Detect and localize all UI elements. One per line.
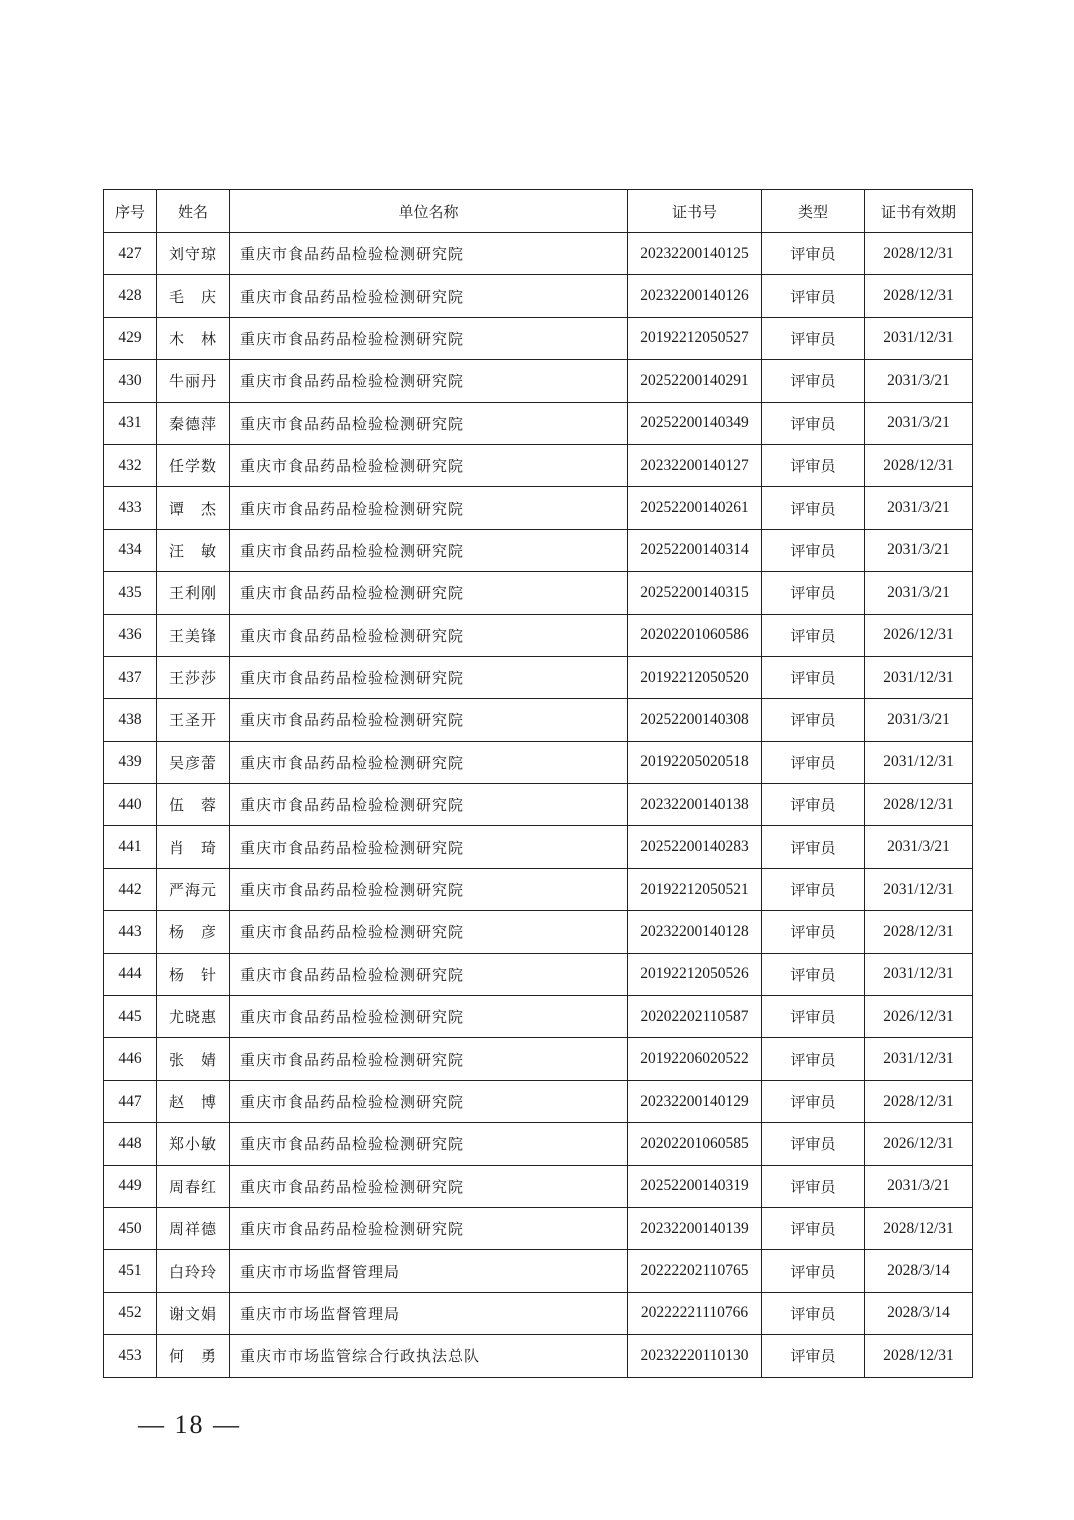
cell-valid: 2026/12/31 xyxy=(865,1123,973,1165)
cell-valid: 2031/12/31 xyxy=(865,317,973,359)
cell-type: 评审员 xyxy=(762,233,865,275)
cell-cert: 20232200140129 xyxy=(628,1080,762,1122)
cell-cert: 20252200140319 xyxy=(628,1165,762,1207)
cell-name: 尤晓惠 xyxy=(157,996,230,1038)
table-row xyxy=(104,996,973,1038)
cell-valid: 2031/12/31 xyxy=(865,1038,973,1080)
cell-unit: 重庆市食品药品检验检测研究院 xyxy=(230,572,628,614)
personnel-table xyxy=(103,189,973,1378)
cell-name: 严海元 xyxy=(157,868,230,910)
cell-unit: 重庆市市场监督管理局 xyxy=(230,1250,628,1292)
cell-unit: 重庆市食品药品检验检测研究院 xyxy=(230,784,628,826)
cell-type: 评审员 xyxy=(762,656,865,698)
cell-unit: 重庆市食品药品检验检测研究院 xyxy=(230,529,628,571)
cell-name: 王圣开 xyxy=(157,699,230,741)
table-row xyxy=(104,360,973,402)
cell-seq: 452 xyxy=(104,1292,157,1334)
cell-seq: 445 xyxy=(104,996,157,1038)
cell-seq: 436 xyxy=(104,614,157,656)
cell-valid: 2028/12/31 xyxy=(865,784,973,826)
cell-name: 谭 杰 xyxy=(157,487,230,529)
table-row xyxy=(104,275,973,317)
cell-cert: 20252200140315 xyxy=(628,572,762,614)
cell-seq: 442 xyxy=(104,868,157,910)
table-row xyxy=(104,953,973,995)
cell-valid: 2031/3/21 xyxy=(865,402,973,444)
cell-name: 何 勇 xyxy=(157,1335,230,1377)
cell-seq: 430 xyxy=(104,360,157,402)
cell-cert: 20202202110587 xyxy=(628,996,762,1038)
cell-seq: 433 xyxy=(104,487,157,529)
table-row xyxy=(104,317,973,359)
table-row xyxy=(104,1250,973,1292)
cell-type: 评审员 xyxy=(762,911,865,953)
cell-name: 任学数 xyxy=(157,444,230,486)
cell-name: 赵 博 xyxy=(157,1080,230,1122)
table-row xyxy=(104,656,973,698)
cell-unit: 重庆市市场监管综合行政执法总队 xyxy=(230,1335,628,1377)
cell-cert: 20232200140128 xyxy=(628,911,762,953)
table-row xyxy=(104,784,973,826)
cell-cert: 20232200140125 xyxy=(628,233,762,275)
cell-name: 伍 蓉 xyxy=(157,784,230,826)
header-type: 类型 xyxy=(762,190,865,233)
cell-cert: 20192212050526 xyxy=(628,953,762,995)
cell-seq: 438 xyxy=(104,699,157,741)
cell-name: 毛 庆 xyxy=(157,275,230,317)
cell-name: 周春红 xyxy=(157,1165,230,1207)
cell-type: 评审员 xyxy=(762,784,865,826)
header-name: 姓名 xyxy=(157,190,230,233)
table-row xyxy=(104,487,973,529)
cell-unit: 重庆市食品药品检验检测研究院 xyxy=(230,826,628,868)
cell-cert: 20192206020522 xyxy=(628,1038,762,1080)
cell-cert: 20192212050520 xyxy=(628,656,762,698)
table-row xyxy=(104,402,973,444)
cell-type: 评审员 xyxy=(762,953,865,995)
cell-unit: 重庆市食品药品检验检测研究院 xyxy=(230,444,628,486)
table-row xyxy=(104,699,973,741)
cell-valid: 2028/12/31 xyxy=(865,1207,973,1249)
cell-cert: 20202201060585 xyxy=(628,1123,762,1165)
cell-cert: 20232200140139 xyxy=(628,1207,762,1249)
cell-type: 评审员 xyxy=(762,996,865,1038)
cell-type: 评审员 xyxy=(762,699,865,741)
cell-unit: 重庆市食品药品检验检测研究院 xyxy=(230,1207,628,1249)
cell-valid: 2028/12/31 xyxy=(865,1335,973,1377)
cell-valid: 2031/3/21 xyxy=(865,1165,973,1207)
cell-valid: 2031/12/31 xyxy=(865,953,973,995)
cell-seq: 435 xyxy=(104,572,157,614)
cell-seq: 447 xyxy=(104,1080,157,1122)
cell-type: 评审员 xyxy=(762,317,865,359)
cell-cert: 20252200140349 xyxy=(628,402,762,444)
cell-cert: 20252200140308 xyxy=(628,699,762,741)
cell-seq: 439 xyxy=(104,741,157,783)
cell-cert: 20232200140127 xyxy=(628,444,762,486)
cell-name: 郑小敏 xyxy=(157,1123,230,1165)
cell-name: 木 林 xyxy=(157,317,230,359)
cell-name: 白玲玲 xyxy=(157,1250,230,1292)
cell-seq: 449 xyxy=(104,1165,157,1207)
cell-unit: 重庆市食品药品检验检测研究院 xyxy=(230,1165,628,1207)
table-row xyxy=(104,826,973,868)
cell-seq: 448 xyxy=(104,1123,157,1165)
cell-valid: 2031/12/31 xyxy=(865,868,973,910)
cell-cert: 20232220110130 xyxy=(628,1335,762,1377)
cell-cert: 20252200140291 xyxy=(628,360,762,402)
table-row xyxy=(104,1335,973,1377)
cell-name: 秦德萍 xyxy=(157,402,230,444)
cell-valid: 2031/12/31 xyxy=(865,741,973,783)
cell-type: 评审员 xyxy=(762,1165,865,1207)
cell-cert: 20192212050521 xyxy=(628,868,762,910)
cell-seq: 427 xyxy=(104,233,157,275)
cell-seq: 440 xyxy=(104,784,157,826)
cell-valid: 2028/12/31 xyxy=(865,275,973,317)
cell-type: 评审员 xyxy=(762,614,865,656)
cell-unit: 重庆市食品药品检验检测研究院 xyxy=(230,275,628,317)
cell-valid: 2028/12/31 xyxy=(865,911,973,953)
personnel-table-container xyxy=(103,189,972,1378)
cell-type: 评审员 xyxy=(762,1207,865,1249)
cell-name: 牛丽丹 xyxy=(157,360,230,402)
cell-unit: 重庆市食品药品检验检测研究院 xyxy=(230,233,628,275)
cell-name: 刘守琼 xyxy=(157,233,230,275)
cell-unit: 重庆市食品药品检验检测研究院 xyxy=(230,614,628,656)
cell-cert: 20232200140126 xyxy=(628,275,762,317)
cell-seq: 450 xyxy=(104,1207,157,1249)
cell-cert: 20252200140283 xyxy=(628,826,762,868)
cell-cert: 20232200140138 xyxy=(628,784,762,826)
cell-unit: 重庆市食品药品检验检测研究院 xyxy=(230,656,628,698)
table-row xyxy=(104,233,973,275)
table-row xyxy=(104,529,973,571)
cell-unit: 重庆市食品药品检验检测研究院 xyxy=(230,317,628,359)
cell-unit: 重庆市食品药品检验检测研究院 xyxy=(230,953,628,995)
table-row xyxy=(104,1292,973,1334)
cell-seq: 451 xyxy=(104,1250,157,1292)
table-row xyxy=(104,1123,973,1165)
cell-valid: 2028/12/31 xyxy=(865,444,973,486)
cell-seq: 446 xyxy=(104,1038,157,1080)
cell-seq: 431 xyxy=(104,402,157,444)
cell-type: 评审员 xyxy=(762,275,865,317)
cell-seq: 453 xyxy=(104,1335,157,1377)
cell-seq: 441 xyxy=(104,826,157,868)
cell-name: 汪 敏 xyxy=(157,529,230,571)
table-header-row xyxy=(104,190,973,233)
cell-valid: 2031/3/21 xyxy=(865,360,973,402)
table-row xyxy=(104,1165,973,1207)
cell-name: 张 婧 xyxy=(157,1038,230,1080)
table-row xyxy=(104,1207,973,1249)
cell-unit: 重庆市食品药品检验检测研究院 xyxy=(230,402,628,444)
cell-name: 吴彦蕾 xyxy=(157,741,230,783)
cell-type: 评审员 xyxy=(762,868,865,910)
cell-unit: 重庆市市场监督管理局 xyxy=(230,1292,628,1334)
cell-type: 评审员 xyxy=(762,1292,865,1334)
cell-unit: 重庆市食品药品检验检测研究院 xyxy=(230,1080,628,1122)
table-row xyxy=(104,911,973,953)
cell-seq: 444 xyxy=(104,953,157,995)
table-body xyxy=(104,233,973,1378)
cell-valid: 2031/3/21 xyxy=(865,826,973,868)
header-cert: 证书号 xyxy=(628,190,762,233)
table-row xyxy=(104,1038,973,1080)
cell-valid: 2026/12/31 xyxy=(865,996,973,1038)
header-unit: 单位名称 xyxy=(230,190,628,233)
cell-cert: 20222202110765 xyxy=(628,1250,762,1292)
cell-unit: 重庆市食品药品检验检测研究院 xyxy=(230,996,628,1038)
header-valid: 证书有效期 xyxy=(865,190,973,233)
cell-unit: 重庆市食品药品检验检测研究院 xyxy=(230,911,628,953)
cell-valid: 2031/3/21 xyxy=(865,487,973,529)
cell-unit: 重庆市食品药品检验检测研究院 xyxy=(230,868,628,910)
cell-unit: 重庆市食品药品检验检测研究院 xyxy=(230,741,628,783)
cell-cert: 20202201060586 xyxy=(628,614,762,656)
cell-seq: 437 xyxy=(104,656,157,698)
cell-cert: 20222221110766 xyxy=(628,1292,762,1334)
cell-cert: 20192212050527 xyxy=(628,317,762,359)
cell-valid: 2031/3/21 xyxy=(865,529,973,571)
cell-cert: 20192205020518 xyxy=(628,741,762,783)
cell-name: 杨 彦 xyxy=(157,911,230,953)
cell-name: 杨 针 xyxy=(157,953,230,995)
table-row xyxy=(104,741,973,783)
cell-type: 评审员 xyxy=(762,529,865,571)
cell-type: 评审员 xyxy=(762,402,865,444)
cell-type: 评审员 xyxy=(762,1250,865,1292)
cell-type: 评审员 xyxy=(762,1123,865,1165)
cell-valid: 2026/12/31 xyxy=(865,614,973,656)
cell-name: 王利刚 xyxy=(157,572,230,614)
cell-unit: 重庆市食品药品检验检测研究院 xyxy=(230,1038,628,1080)
cell-type: 评审员 xyxy=(762,1080,865,1122)
cell-type: 评审员 xyxy=(762,1335,865,1377)
cell-name: 王莎莎 xyxy=(157,656,230,698)
cell-type: 评审员 xyxy=(762,360,865,402)
table-row xyxy=(104,614,973,656)
cell-valid: 2028/3/14 xyxy=(865,1292,973,1334)
table-row xyxy=(104,1080,973,1122)
cell-type: 评审员 xyxy=(762,444,865,486)
page-number: — 18 — xyxy=(138,1410,241,1439)
cell-type: 评审员 xyxy=(762,1038,865,1080)
cell-seq: 429 xyxy=(104,317,157,359)
cell-valid: 2031/3/21 xyxy=(865,699,973,741)
cell-unit: 重庆市食品药品检验检测研究院 xyxy=(230,1123,628,1165)
table-row xyxy=(104,868,973,910)
cell-seq: 432 xyxy=(104,444,157,486)
cell-unit: 重庆市食品药品检验检测研究院 xyxy=(230,699,628,741)
cell-valid: 2028/12/31 xyxy=(865,1080,973,1122)
cell-type: 评审员 xyxy=(762,826,865,868)
cell-cert: 20252200140261 xyxy=(628,487,762,529)
cell-type: 评审员 xyxy=(762,741,865,783)
header-seq: 序号 xyxy=(104,190,157,233)
cell-valid: 2028/12/31 xyxy=(865,233,973,275)
cell-unit: 重庆市食品药品检验检测研究院 xyxy=(230,487,628,529)
cell-seq: 434 xyxy=(104,529,157,571)
cell-valid: 2028/3/14 xyxy=(865,1250,973,1292)
cell-type: 评审员 xyxy=(762,572,865,614)
cell-cert: 20252200140314 xyxy=(628,529,762,571)
cell-type: 评审员 xyxy=(762,487,865,529)
cell-seq: 428 xyxy=(104,275,157,317)
cell-valid: 2031/3/21 xyxy=(865,572,973,614)
cell-name: 肖 琦 xyxy=(157,826,230,868)
cell-name: 王美锋 xyxy=(157,614,230,656)
cell-name: 谢文娟 xyxy=(157,1292,230,1334)
table-row xyxy=(104,444,973,486)
cell-unit: 重庆市食品药品检验检测研究院 xyxy=(230,360,628,402)
cell-seq: 443 xyxy=(104,911,157,953)
cell-valid: 2031/12/31 xyxy=(865,656,973,698)
cell-name: 周祥德 xyxy=(157,1207,230,1249)
table-row xyxy=(104,572,973,614)
